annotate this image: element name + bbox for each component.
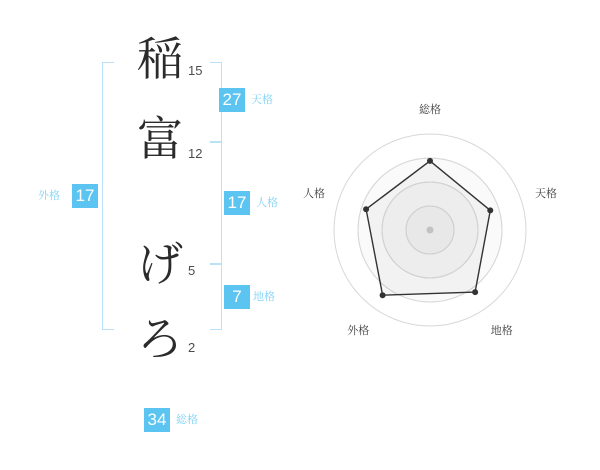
gaikaku-badge[interactable]: 17 bbox=[72, 184, 98, 208]
radar-axis-label-tenkaku: 天格 bbox=[535, 188, 558, 201]
radar-axis-label-soukaku: 総格 bbox=[419, 104, 441, 116]
name-character-3: げ bbox=[137, 239, 183, 290]
name-character-1: 稲 bbox=[137, 34, 183, 85]
jinkaku-label: 人格 bbox=[256, 197, 278, 209]
jinkaku-bracket bbox=[210, 142, 222, 264]
chikaku-bracket bbox=[210, 264, 222, 330]
stroke-count-1: 15 bbox=[188, 63, 203, 78]
stroke-count-4: 2 bbox=[188, 340, 196, 355]
jinkaku-badge[interactable]: 17 bbox=[224, 191, 250, 215]
radar-svg bbox=[310, 110, 550, 350]
name-character-4: ろ bbox=[137, 314, 183, 365]
radar-data-point bbox=[427, 158, 433, 164]
radar-data-point bbox=[472, 289, 478, 295]
name-character-2: 富 bbox=[137, 114, 183, 165]
tenkaku-label: 天格 bbox=[251, 94, 273, 106]
radar-data-point bbox=[380, 292, 386, 298]
soukaku-label: 総格 bbox=[176, 414, 198, 426]
radar-axis-label-jinkaku: 人格 bbox=[302, 188, 325, 201]
gaikaku-label: 外格 bbox=[38, 190, 60, 202]
soukaku-badge[interactable]: 34 bbox=[144, 408, 170, 432]
stroke-count-3: 5 bbox=[188, 263, 196, 278]
radar-chart bbox=[302, 104, 558, 355]
tenkaku-badge[interactable]: 27 bbox=[219, 88, 245, 112]
radar-axis-label-chikaku: 地格 bbox=[490, 324, 513, 337]
stroke-count-2: 12 bbox=[188, 146, 203, 161]
radar-data-point bbox=[487, 207, 493, 213]
chikaku-label: 地格 bbox=[253, 291, 275, 303]
radar-data-point bbox=[363, 206, 369, 212]
chikaku-badge[interactable]: 7 bbox=[224, 285, 250, 309]
gaikaku-bracket bbox=[102, 62, 114, 330]
radar-axis-label-gaikaku: 外格 bbox=[347, 324, 370, 337]
